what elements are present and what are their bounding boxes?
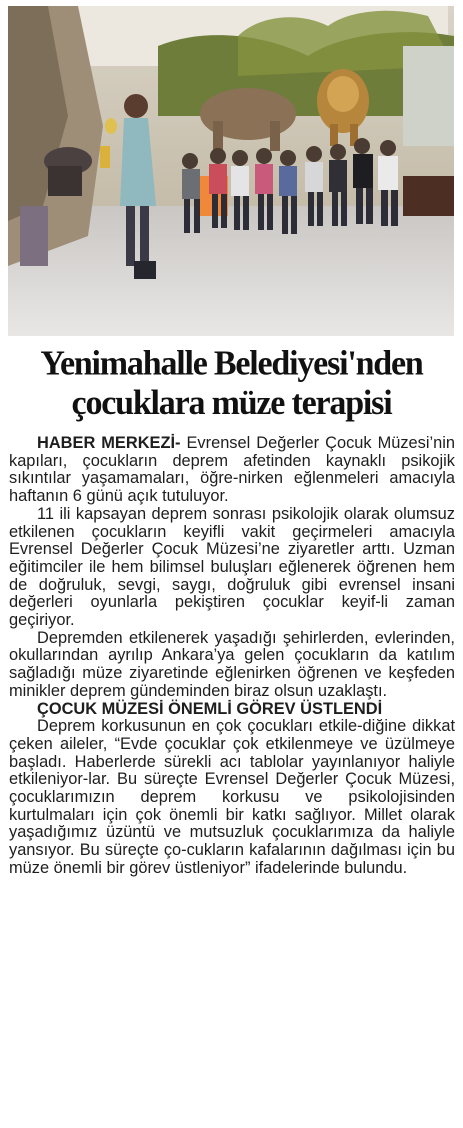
article-photo [8, 6, 454, 336]
paragraph-3: Depremden etkilenerek yaşadığı şehirlerden, evlerinden, okullarından ayrılıp Ankara’ya gelen çocukların da katılım sağladığı müze ziyaretinde eğlenirken öğrenen ve keşfeden minikler deprem gündeminden biraz olsun uzaklaştı. [9, 628, 455, 700]
paragraph-1 [9, 435, 455, 506]
subheading: ÇOCUK MÜZESİ ÖNEMLİ GÖREV ÜSTLENDİ [37, 699, 383, 718]
children-museum-photo-icon [8, 6, 454, 336]
lead-dateline: HABER MERKEZİ- [37, 434, 181, 452]
headline-line-1: Yenimahalle Belediyesi'nden [40, 344, 423, 383]
headline-line-2: çocuklara müze terapisi [71, 384, 392, 423]
headline [0, 344, 463, 423]
paragraph-4: Deprem korkusunun en çok çocukları etkile-diğine dikkat çeken aileler, “Evde çocuklar çok etkilenmeye ve üzülmeye başladı. Haberlerde sürekli acı tablolar yayınlanıyor haliyle etkileniyor-lar. Bu süreçte Evrensel Değerler Çocuk Müzesi, çocuklarımızın deprem korkusu ve psikolojisinden kurtulmaları için çok önemli bir katkı sağlıyor. Millet olarak yaşadığımız üzüntü ve mutsuzluk çocuklarımıza da haliyle yansıyor. Bu süreçte ço-cukların kafalarının dağılması için bu müze önemli bir görev üstleniyor” ifadelerinde bulundu. [9, 717, 455, 877]
paragraph-2: 11 ili kapsayan deprem sonrası psikolojik olarak olumsuz etkilenen çocukların keyifli vakit geçirmeleri amacıyla Evrensel Değerler Çocuk Müzesi’ne ziyaretler arttı. Uzman eğitimciler ile hem bilimsel buluşları eğlenerek öğrenen hem de doğruluk, sevgi, saygı, doğruluk gibi evrensel insani değerleri oyunlarla pekiştiren çocuklar keyif-li zaman geçiriyor. [9, 504, 455, 630]
paragraph-1-text: Evrensel Değerler Çocuk Müzesi’nin kapıları, çocukların deprem afetinden kaynaklı psikojik sıkıntılar yaşamamaları, öğre-nirken eğlenmeleri amacıyla haftanın 6 günü açık tutuluyor. [9, 434, 455, 506]
article-body [9, 435, 455, 878]
